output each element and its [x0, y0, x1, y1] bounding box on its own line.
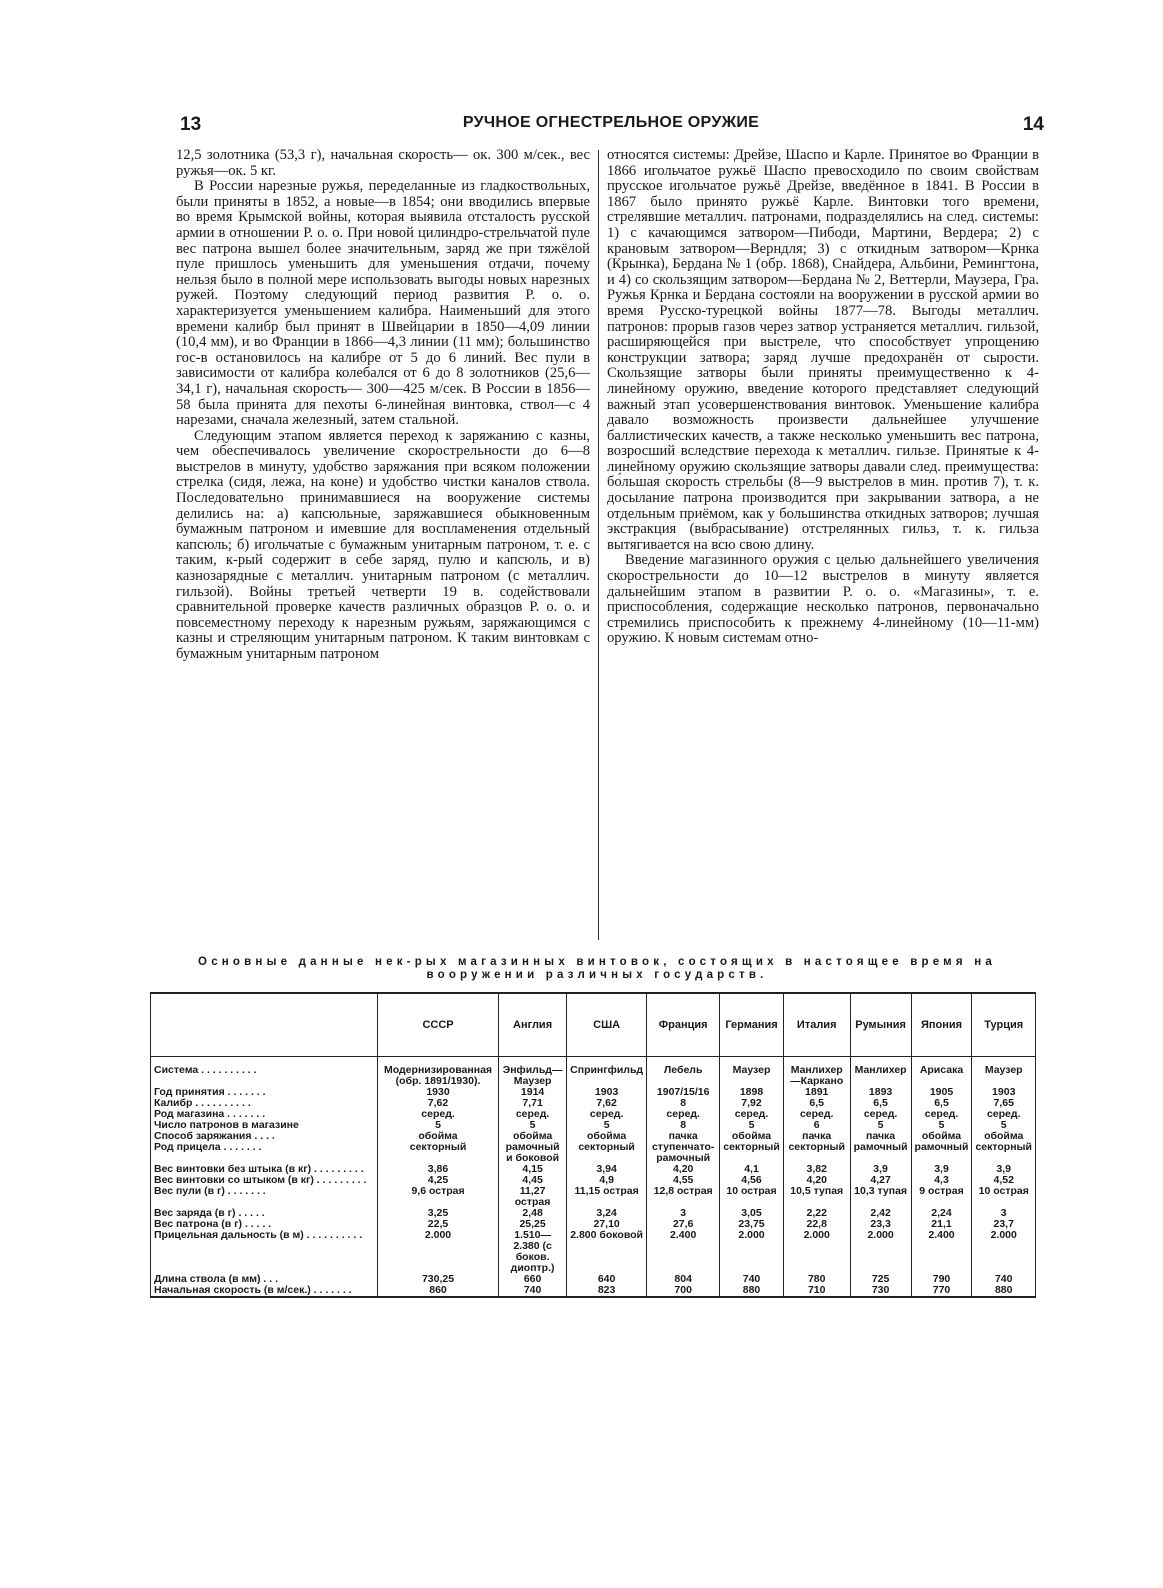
table-cell: серед. [783, 1109, 850, 1120]
row-label: Прицельная дальность (в м) . . . . . . . . . . [151, 1230, 378, 1274]
row-label: Вес патрона (в г) . . . . . [151, 1219, 378, 1230]
paragraph: относятся системы: Дрейзе, Шаспо и Карле. Принятое во Франции в 1866 игольчатое ружьё Шаспо превосходило по своим свойствам прусское игольчатое ружьё Дрейзе, введённое в 1841. В России в 1867 было принято ружьё Карле. Винтовки того времени, стрелявшие металлич. патронами, подразделялись на след. системы: 1) с качающимся затвором—Пибоди, Мартини, Вердера; 2) с крановым затвором—Верндля; 3) с откидным затвором—Крнка (Крынка), Бердана № 1 (обр. 1868), Снайдера, Альбини, Ремингтона, и 4) со скользящим затвором—Бердана № 2, Веттерли, Маузера, Гра. Ружья Крнка и Бердана состояли на вооружении в русской армии во время Русско-турецкой войны 1877—78. Выгоды металлич. патронов: прорыв газов через затвор устраняется металлич. гильзой, расширяющейся при выстреле, что способствует упрощению конструкции затвора; заряд лучше предохранён от сырости. Скользящие затворы были приняты преимущественно к 4-линейному оружию, введение которого представляет следующий важный этап усовершенствования винтовок. Уменьшение калибра давало возможность произвести дальнейшее улучшение баллистических качеств, а также несколько уменьшить вес патрона, возросший вследствие перехода к металлич. гильзе. Принятые к 4-линейному оружию скользящие затворы давали след. преимущества: бо́льшая скорость стрельбы (8—9 выстрелов в мин. против 7), т. к. досылание патрона производится при закрывании затвора, а не отдельным приёмом, как у большинства откидных затворов; лучшая экстракция (выбрасывание) отстрелянных гильз, т. к. гильза вытягивается на всю свою длину. [607, 147, 1039, 553]
column-divider [598, 150, 599, 940]
table-cell: 4,9 [567, 1175, 647, 1186]
table-cell: 5 [720, 1120, 784, 1131]
table-cell: серед. [720, 1109, 784, 1120]
table-caption: Основные данные нек-рых магазинных винтовок, состоящих в настоящее время на вооружении различных государств. [198, 956, 996, 981]
rifle-data-table [150, 992, 1036, 1447]
table-cell: 4,56 [720, 1175, 784, 1186]
table-cell: 740 [720, 1274, 784, 1285]
table-cell: 1903 [972, 1087, 1036, 1098]
table-cell: 4,15 [499, 1164, 567, 1175]
page-number-left: 13 [180, 114, 202, 135]
table-cell: 2.400 [911, 1230, 972, 1274]
table-cell: 1898 [720, 1087, 784, 1098]
table-cell: 2,48 [499, 1208, 567, 1219]
table-cell: 3,82 [783, 1164, 850, 1175]
table-cell: 740 [499, 1285, 567, 1297]
table-cell: обойма [378, 1131, 499, 1142]
table-cell: 2,22 [783, 1208, 850, 1219]
table-cell: 804 [647, 1274, 720, 1285]
table-cell: 7,62 [378, 1098, 499, 1109]
table-cell: 4,55 [647, 1175, 720, 1186]
column-header: Румыния [850, 993, 911, 1057]
table-cell: 22,8 [783, 1219, 850, 1230]
paragraph: В России нарезные ружья, переделанные из гладкоствольных, были приняты в 1852, а новые—в 1854; они вводились впервые во время Крымской войны, которая выявила отсталость русской армии в отношении Р. о. о. При новой цилиндро-стрельчатой пуле вес патрона вышел более значительным, заряд же при тяжёлой пуле пришлось уменьшить для уменьшения отдачи, почему нельзя было в полной мере использовать выгоды новых нарезных ружей. Поэтому следующий период развития Р. о. о. характеризуется уменьшением калибра. Наименьший для этого времени калибр был принят в Швейцарии в 1850—4,09 линии (10,4 мм), и во Франции в 1866—4,3 линии (11 мм); большинство гос-в остановилось на калибре от 5 до 6 линий. Вес пули в зависимости от калибра колебался от 6 до 8 золотников (25,6—34,1 г), начальная скорость— 300—425 м/сек. В России в 1856—58 была принята для пехоты 6-линейная винтовка, ствол—с 4 нарезами, сначала железный, затем стальной. [176, 178, 590, 429]
table-cell: Арисака [911, 1065, 972, 1087]
table-cell: 3,9 [972, 1164, 1036, 1175]
table-cell: 4,25 [378, 1175, 499, 1186]
table-cell: 8 [647, 1098, 720, 1109]
row-label: Вес заряда (в г) . . . . . [151, 1208, 378, 1219]
table-cell: 2.000 [720, 1230, 784, 1274]
table-cell: 6,5 [911, 1098, 972, 1109]
table-cell: 660 [499, 1274, 567, 1285]
table-cell: 7,65 [972, 1098, 1036, 1109]
table-cell: 880 [720, 1285, 784, 1297]
table-cell: 1907/15/16 [647, 1087, 720, 1098]
table-cell: 3,9 [911, 1164, 972, 1175]
table-cell: обойма [567, 1131, 647, 1142]
table-row [151, 1142, 1036, 1164]
table-cell: 10 острая [972, 1186, 1036, 1208]
table-cell: 5 [499, 1120, 567, 1131]
row-label: Длина ствола (в мм) . . . [151, 1274, 378, 1285]
row-label: Начальная скорость (в м/сек.) . . . . . . . [151, 1285, 378, 1297]
table-cell: 1891 [783, 1087, 850, 1098]
table-cell: 9 острая [911, 1186, 972, 1208]
row-label: Вес пули (в г) . . . . . . . [151, 1186, 378, 1208]
table-cell: обойма [499, 1131, 567, 1142]
table-cell: 780 [783, 1274, 850, 1285]
table-cell: 6,5 [850, 1098, 911, 1109]
table-cell: 710 [783, 1285, 850, 1297]
table-cell: серед. [911, 1109, 972, 1120]
table-cell: пачка [647, 1131, 720, 1142]
table-cell: 3,94 [567, 1164, 647, 1175]
table-cell: 2.000 [378, 1230, 499, 1274]
table-cell: серед. [647, 1109, 720, 1120]
table-cell: 3 [647, 1208, 720, 1219]
table-cell: секторный [720, 1142, 784, 1164]
table-cell: 7,71 [499, 1098, 567, 1109]
table-cell: ступенчато-рамочный [647, 1142, 720, 1164]
table-cell: 6 [783, 1120, 850, 1131]
column-header: США [567, 993, 647, 1057]
table-cell: 21,1 [911, 1219, 972, 1230]
table-cell: Маузер [972, 1065, 1036, 1087]
table-cell: 23,75 [720, 1219, 784, 1230]
table-cell: серед. [972, 1109, 1036, 1120]
table-cell: 1893 [850, 1087, 911, 1098]
row-label: Род магазина . . . . . . . [151, 1109, 378, 1120]
table-cell: 5 [378, 1120, 499, 1131]
column-header: Италия [783, 993, 850, 1057]
table-cell: 8 [647, 1120, 720, 1131]
table-cell: 770 [911, 1285, 972, 1297]
table-cell: 3,25 [378, 1208, 499, 1219]
table-cell: 740 [972, 1274, 1036, 1285]
table-cell: обойма [911, 1131, 972, 1142]
table-row [151, 1087, 1036, 1098]
page-title: РУЧНОЕ ОГНЕСТРЕЛЬНОЕ ОРУЖИЕ [462, 114, 760, 131]
table-cell: 730,25 [378, 1274, 499, 1285]
table-cell: 22,5 [378, 1219, 499, 1230]
table-cell: серед. [378, 1109, 499, 1120]
table-cell: серед. [850, 1109, 911, 1120]
table-cell: рамочный [850, 1142, 911, 1164]
table-cell: 11,27 острая [499, 1186, 567, 1208]
column-header: Франция [647, 993, 720, 1057]
table-cell: 1903 [567, 1087, 647, 1098]
column-header: Турция [972, 993, 1036, 1057]
table-cell: 4,1 [720, 1164, 784, 1175]
paragraph: 12,5 золотника (53,3 г), начальная скорость— ок. 300 м/сек., вес ружья—ок. 5 кг. [176, 147, 590, 179]
table-cell: 640 [567, 1274, 647, 1285]
table-cell: обойма [720, 1131, 784, 1142]
table-cell: 4,27 [850, 1175, 911, 1186]
table-cell: обойма [972, 1131, 1036, 1142]
table-cell: 11,15 острая [567, 1186, 647, 1208]
table-cell: 700 [647, 1285, 720, 1297]
table-cell: пачка [783, 1131, 850, 1142]
table-cell: рамочный и боковой [499, 1142, 567, 1164]
table-cell: 2.800 боковой [567, 1230, 647, 1274]
table-cell: 12,8 острая [647, 1186, 720, 1208]
table-cell: Спрингфильд [567, 1065, 647, 1087]
table-cell: 10,5 тупая [783, 1186, 850, 1208]
row-label: Вес винтовки без штыка (в кг) . . . . . . . . . [151, 1164, 378, 1175]
table-cell: 823 [567, 1285, 647, 1297]
table-cell: 2.000 [850, 1230, 911, 1274]
table-cell: 2.000 [972, 1230, 1036, 1274]
right-column [607, 148, 1039, 647]
table-cell: 3 [972, 1208, 1036, 1219]
table-cell: 1905 [911, 1087, 972, 1098]
row-label: Число патронов в магазине [151, 1120, 378, 1131]
table-cell: 7,92 [720, 1098, 784, 1109]
table-cell: 5 [567, 1120, 647, 1131]
table-cell: секторный [378, 1142, 499, 1164]
column-header: СССР [378, 993, 499, 1057]
table-cell: секторный [783, 1142, 850, 1164]
page-number-right: 14 [1022, 114, 1044, 135]
table-cell: 6,5 [783, 1098, 850, 1109]
table-cell: 5 [850, 1120, 911, 1131]
row-label: Год принятия . . . . . . . [151, 1087, 378, 1098]
table-row [151, 1230, 1036, 1274]
page-header [176, 114, 1046, 142]
table-cell: 1930 [378, 1087, 499, 1098]
table-cell: 4,3 [911, 1175, 972, 1186]
table-cell: 2,42 [850, 1208, 911, 1219]
table-cell: 23,3 [850, 1219, 911, 1230]
table-cell: 4,45 [499, 1175, 567, 1186]
table-cell: 25,25 [499, 1219, 567, 1230]
table-cell: 3,05 [720, 1208, 784, 1219]
table-row [151, 1186, 1036, 1208]
table-cell: 2,24 [911, 1208, 972, 1219]
table-cell: Маузер [720, 1065, 784, 1087]
table-cell: 1.510—2.380 (с боков. диоптр.) [499, 1230, 567, 1274]
row-label: Вес винтовки со штыком (в кг) . . . . . . . . . [151, 1175, 378, 1186]
table-cell: Энфильд—Маузер [499, 1065, 567, 1087]
table-cell: 730 [850, 1285, 911, 1297]
table-cell: 4,20 [647, 1164, 720, 1175]
table-cell: пачка [850, 1131, 911, 1142]
row-label: Система . . . . . . . . . . [151, 1065, 378, 1087]
row-label: Калибр . . . . . . . . . . [151, 1098, 378, 1109]
row-label: Способ заряжания . . . . [151, 1131, 378, 1142]
table-cell: 23,7 [972, 1219, 1036, 1230]
table-cell: 9,6 острая [378, 1186, 499, 1208]
table-cell: 2.400 [647, 1230, 720, 1274]
left-column [176, 148, 590, 663]
table-cell: рамочный [911, 1142, 972, 1164]
row-label: Род прицела . . . . . . . [151, 1142, 378, 1164]
table-cell: секторный [567, 1142, 647, 1164]
table-cell: Модернизированная (обр. 1891/1930). [378, 1065, 499, 1087]
table-cell: 3,9 [850, 1164, 911, 1175]
column-header: Англия [499, 993, 567, 1057]
table-cell: секторный [972, 1142, 1036, 1164]
table-cell: 3,86 [378, 1164, 499, 1175]
table-cell: 2.000 [783, 1230, 850, 1274]
table-cell: 27,10 [567, 1219, 647, 1230]
table-cell: 27,6 [647, 1219, 720, 1230]
table-row [151, 1065, 1036, 1087]
table-cell: 5 [972, 1120, 1036, 1131]
table-cell: 880 [972, 1285, 1036, 1297]
table-cell: 7,62 [567, 1098, 647, 1109]
table-cell: 4,52 [972, 1175, 1036, 1186]
column-header: Германия [720, 993, 784, 1057]
table-cell: серед. [499, 1109, 567, 1120]
table-cell: Манлихер—Каркано [783, 1065, 850, 1087]
column-header [151, 993, 378, 1057]
table-cell: 790 [911, 1274, 972, 1285]
table-cell: Манлихер [850, 1065, 911, 1087]
paragraph: Следующим этапом является переход к заряжанию с казны, чем обеспечивалось увеличение скорострельности до 6—8 выстрелов в минуту, удобство заряжания при всяком положении стрелка (сидя, лежа, на коне) и удобство чистки каналов ствола. Последовательно принимавшиеся на вооружение системы делились на: а) капсюльные, заряжавшиеся обыкновенным бумажным патроном и имевшие для воспламенения отдельный капсюль; б) игольчатые с бумажным унитарным патроном, т. е. с таким, к-рый содержит в себе заряд, пулю и капсюль, и в) казнозарядные с металлич. унитарным патроном (с металлич. гильзой). Войны третьей четверти 19 в. содействовали сравнительной проверке качеств различных образцов Р. о. о. и повсеместному переходу к нарезным ружьям, заряжающимся с казны и стреляющим унитарным патроном. К таким винтовкам с бумажным унитарным патроном [176, 427, 590, 662]
table-cell: серед. [567, 1109, 647, 1120]
table-cell: 10 острая [720, 1186, 784, 1208]
table-cell: 3,24 [567, 1208, 647, 1219]
table-cell: 1914 [499, 1087, 567, 1098]
table-cell: 725 [850, 1274, 911, 1285]
table-header-row [151, 993, 1036, 1057]
table-cell: 10,3 тупая [850, 1186, 911, 1208]
table-cell: Лебель [647, 1065, 720, 1087]
column-header: Япония [911, 993, 972, 1057]
paragraph: Введение магазинного оружия с целью дальнейшего увеличения скорострельности до 10—12 выстрелов в минуту является дальнейшим этапом в развитии Р. о. о. «Магазины», т. е. приспособления, содержащие несколько патронов, первоначально стремились приспособить к прежнему 4-линейному (10—11-мм) оружию. К новым системам отно- [607, 552, 1039, 647]
table-cell: 5 [911, 1120, 972, 1131]
table-cell: 860 [378, 1285, 499, 1297]
table-cell: 4,20 [783, 1175, 850, 1186]
table-row [151, 1285, 1036, 1297]
